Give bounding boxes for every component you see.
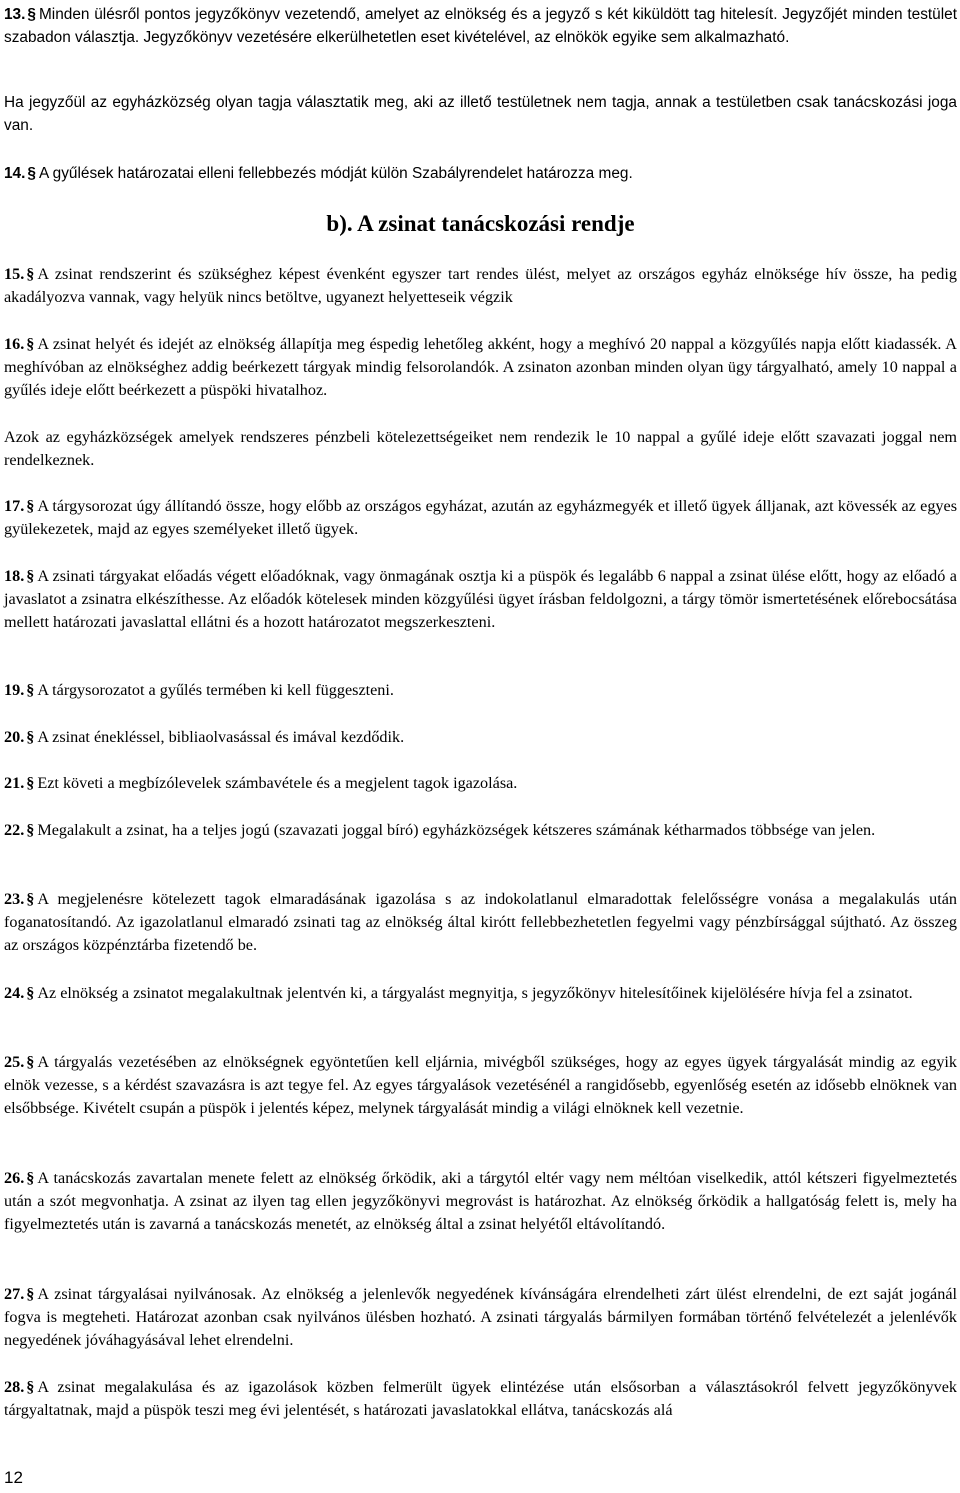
- paragraph-18: [4, 565, 957, 635]
- paragraph-text: Ezt követi a megbízólevelek számbavétele és a megjelent tagok igazolása.: [37, 774, 518, 792]
- paragraph-number: 18.: [4, 567, 25, 585]
- paragraph-13: [4, 3, 957, 49]
- section-sign: §: [26, 1378, 35, 1396]
- section-sign: §: [26, 1053, 35, 1071]
- paragraph-text: Az elnökség a zsinatot megalakultnak jelentvén ki, a tárgyalást megnyitja, s jegyzőkönyv hitelesítőinek kijelölésére hívja fel a zsinatot.: [37, 984, 913, 1002]
- paragraph-number: 19.: [4, 681, 25, 699]
- section-sign: §: [26, 681, 35, 699]
- section-sign: §: [26, 984, 35, 1002]
- paragraph-number: 28.: [4, 1378, 25, 1396]
- paragraph-number: 14.: [4, 165, 26, 182]
- paragraph-20: [4, 726, 957, 749]
- paragraph-text: A tárgysorozat úgy állítandó össze, hogy előbb az országos egyházat, azután az egyházmegyék et illető ügyek álljanak, azt kövessék az egyes gyülekezetek, majd az egyes személyeket illető ügyek.: [4, 497, 957, 539]
- paragraph-text: A tanácskozás zavartalan menete felett az elnökség őrködik, aki a tárgytól eltér vagy nem méltóan viselkedik, attól kétszeri figyelmeztetés után a szót megvonhatja. A zsinat az ilyen tag ellen jegyzőkönyvi megrovást is határozhat. Az elnökség őrködik a hallgatóság felett is, mely ha figyelmeztetés után is zavarná a tanácskozás menetét, az elnökség által a zsinat helyétől eltávolítandó.: [4, 1169, 957, 1234]
- paragraph-15: [4, 263, 957, 309]
- paragraph-27: [4, 1283, 957, 1353]
- paragraph-16: [4, 333, 957, 403]
- paragraph-text: Azok az egyházközségek amelyek rendszeres pénzbeli kötelezettségeiket nem rendezik le 10 nappal a gyűlé ideje előtt szavazati joggal nem rendelkeznek.: [4, 428, 957, 470]
- paragraph-number: 23.: [4, 890, 25, 908]
- paragraph-text: Minden ülésről pontos jegyzőkönyv vezetendő, amelyet az elnökség és a jegyző s két kiküldött tag hitelesít. Jegyzőjét minden testület szabadon választja. Jegyzőkönyv vezetésére elkerülhetetlen eset kivételével, az elnökök egyike sem alkalmazható.: [4, 6, 957, 47]
- page-number: 12: [4, 1468, 23, 1487]
- paragraph-text: Ha jegyzőül az egyházközség olyan tagja választatik meg, aki az illető testületnek nem tagja, annak a testületben csak tanácskozási joga van.: [4, 94, 957, 135]
- section-sign: §: [26, 335, 35, 353]
- paragraph-number: 22.: [4, 821, 25, 839]
- paragraph-text: A tárgyalás vezetésében az elnökségnek egyöntetűen kell eljárnia, mivégből szükséges, hogy az egyes ügyek tárgyalását mindig az egyik elnök vezesse, s a kérdést szavazásra is azt tegye fel. Az egyes tárgyalások vezetésénél a rangidősebb, egyenlőség esetén az idősebb elnöknek van elsőbbsége. Kivételt csupán a püspök i jelentés képez, melynek tárgyalását mindig a világi elnöknek kell vezetnie.: [4, 1053, 957, 1118]
- section-sign: §: [26, 821, 35, 839]
- paragraph-number: 27.: [4, 1285, 25, 1303]
- paragraph-28: [4, 1376, 957, 1422]
- paragraph-number: 21.: [4, 774, 25, 792]
- paragraph-26: [4, 1167, 957, 1237]
- section-sign: §: [26, 567, 35, 585]
- section-heading: b). A zsinat tanácskozási rendje: [326, 211, 635, 236]
- paragraph-text: A zsinat rendszerint és szükséghez képest évenként egyszer tart rendes ülést, melyet az országos egyház elnöksége hív össze, ha pedig akadályozva vannak, vagy helyük nincs betöltve, ugyanezt helyetteseik végzik: [4, 265, 957, 307]
- section-sign: §: [27, 165, 36, 182]
- paragraph-number: 15.: [4, 265, 25, 283]
- section-sign: §: [26, 497, 35, 515]
- paragraph-23: [4, 888, 957, 958]
- paragraph-13-note: [4, 91, 957, 137]
- paragraph-text: A zsinat énekléssel, bibliaolvasással és imával kezdődik.: [37, 728, 405, 746]
- section-sign: §: [26, 890, 35, 908]
- paragraph-text: A zsinat tárgyalásai nyilvánosak. Az elnökség a jelenlevők negyedének kívánságára elrendelheti zárt ülést elrendelni, de ezt saját jogánál fogva is megteheti. Határozat azonban csak nyilvános ülésben hozható. A zsinati tárgyalás bármilyen formában történő felvételezét a jelenlévők negyedének jóváhagyásával lehet elrendelni.: [4, 1285, 957, 1350]
- paragraph-25: [4, 1051, 957, 1121]
- paragraph-number: 16.: [4, 335, 25, 353]
- paragraph-text: A zsinat megalakulása és az igazolások közben felmerült ügyek elintézése után elsősorban a választásokról felvett jegyzőkönyvek tárgyaltatnak, majd a püspök teszi meg évi jelentését, s határozati javaslatokkal ellátva, tanácskozás alá: [4, 1378, 957, 1420]
- paragraph-number: 25.: [4, 1053, 25, 1071]
- section-sign: §: [26, 265, 35, 283]
- paragraph-14: [4, 162, 957, 185]
- section-sign: §: [26, 1285, 35, 1303]
- paragraph-17: [4, 495, 957, 541]
- paragraph-24: [4, 982, 957, 1005]
- section-sign: §: [26, 1169, 35, 1187]
- paragraph-19: [4, 679, 957, 702]
- paragraph-number: 13.: [4, 6, 26, 23]
- paragraph-number: 24.: [4, 984, 25, 1002]
- paragraph-text: A zsinati tárgyakat előadás végett előadóknak, vagy önmagának osztja ki a püspök és legalább 6 nappal a zsinat ülése előtt, hogy az előadó a javaslatot a zsinatra elkészíthesse. Az előadók kötelesek minden közgyűlési ügyet írásban feldolgozni, a tárgy tömör ismertetésének előrebocsátása mellett határozati javaslattal ellátni és a hozott határozatot megszerkeszteni.: [4, 567, 957, 632]
- paragraph-text: Megalakult a zsinat, ha a teljes jogú (szavazati joggal bíró) egyházközségek kétszeres számának kétharmados többsége van jelen.: [37, 821, 876, 839]
- paragraph-text: A gyűlések határozatai elleni fellebbezés módját külön Szabályrendelet határozza meg.: [38, 165, 633, 182]
- paragraph-text: A megjelenésre kötelezett tagok elmaradásának igazolása s az indokolatlanul elmaradottak felelősségre vonása a megalakulás után foganatosítandó. Az igazolatlanul elmaradó zsinati tag az elnökség által kirótt fellebbezhetetlen fegyelmi vagy pénzbírsággal sújtható. Az összeg az országos közpénztárba fizetendő be.: [4, 890, 957, 955]
- paragraph-22: [4, 819, 957, 842]
- paragraph-number: 26.: [4, 1169, 25, 1187]
- section-sign: §: [26, 774, 35, 792]
- paragraph-text: A tárgysorozatot a gyűlés termében ki kell függeszteni.: [37, 681, 394, 699]
- paragraph-16-note: [4, 426, 957, 472]
- paragraph-text: A zsinat helyét és idejét az elnökség állapítja meg éspedig lehetőleg akként, hogy a meghívó 20 nappal a közgyűlés napja előtt kiadassék. A meghívóban az elnökséghez addig beérkezett tárgyak mindig felsorolandók. A zsinaton azonban minden olyan ügy tárgyalható, amely 10 nappal a gyűlés ideje előtt beérkezett a püspöki hivatalhoz.: [4, 335, 957, 400]
- section-sign: §: [26, 728, 35, 746]
- paragraph-21: [4, 772, 957, 795]
- section-sign: §: [27, 6, 36, 23]
- paragraph-number: 20.: [4, 728, 25, 746]
- paragraph-number: 17.: [4, 497, 25, 515]
